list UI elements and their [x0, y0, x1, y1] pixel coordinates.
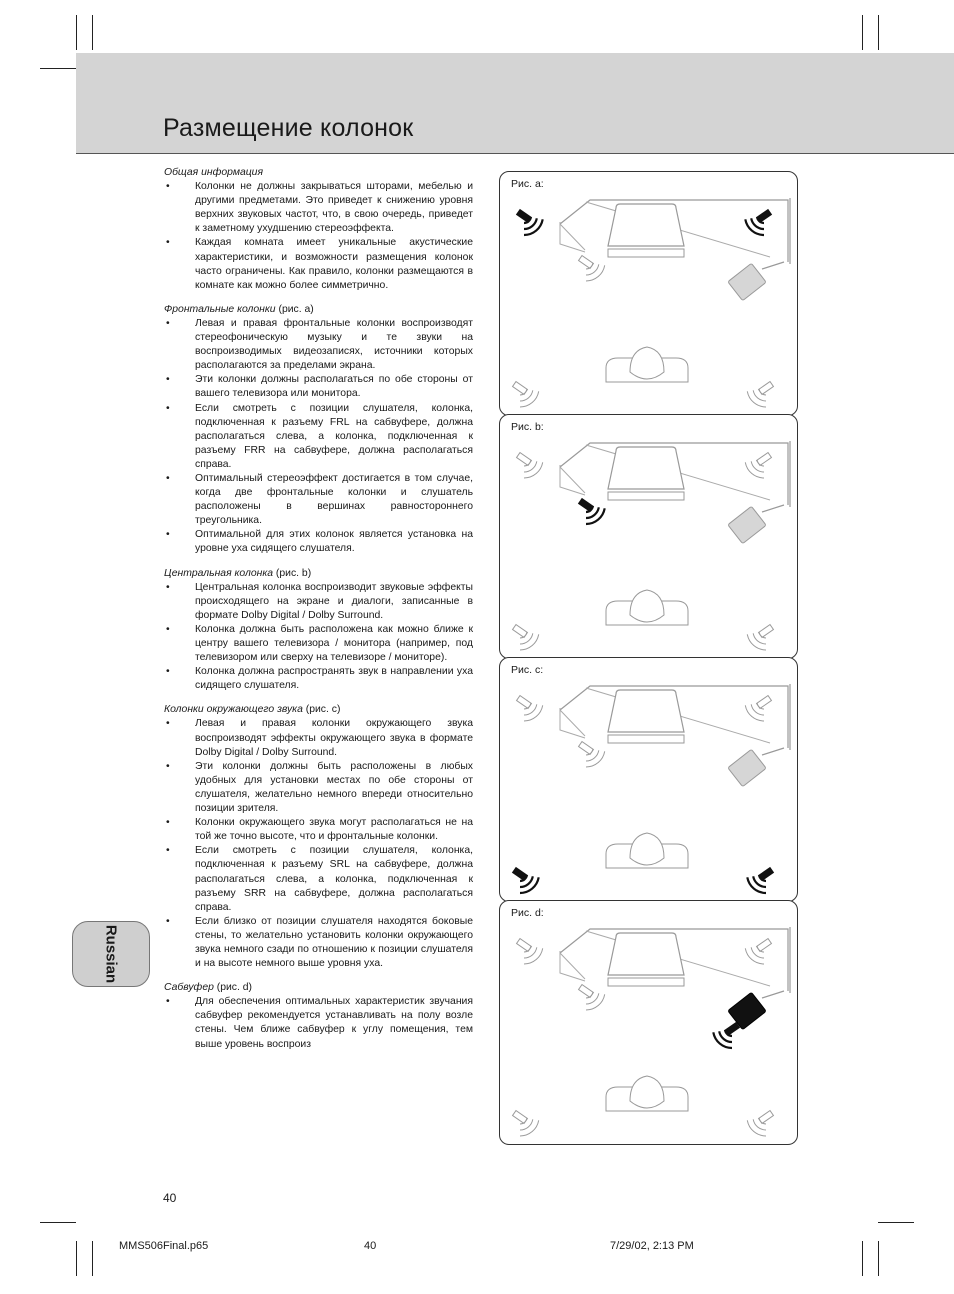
subwoofer-icon: [728, 263, 766, 300]
surround-left-speaker-icon: [513, 625, 539, 650]
section-heading-text: Колонки окружающего звука: [164, 704, 303, 716]
tv-icon: [608, 204, 684, 246]
section-heading: [164, 981, 473, 995]
tv-stand-icon: [608, 978, 684, 986]
text-section: [164, 303, 473, 557]
section-heading: [164, 166, 473, 180]
bullet-list: [164, 995, 473, 1051]
section-heading-text: Сабвуфер: [164, 982, 214, 994]
subwoofer-wave-icon: [713, 1023, 739, 1048]
tv-icon: [608, 933, 684, 975]
bullet-item: • Колонка должна распространять звук в направлении уха сидящего слушателя.: [164, 665, 473, 693]
page-number: 40: [163, 1191, 177, 1205]
crop-mark: [40, 1222, 76, 1223]
surround-right-speaker-icon: [747, 868, 773, 893]
subwoofer-icon: [728, 506, 766, 543]
crop-mark: [878, 1222, 914, 1223]
figure-b: [499, 414, 798, 659]
section-figure-ref: (рис. d): [213, 982, 253, 994]
center-speaker-icon: [579, 742, 605, 767]
bullet-item: • Оптимальной для этих колонок является установка на уровне уха сидящего слушателя.: [164, 528, 473, 556]
text-section: [164, 567, 473, 694]
section-figure-ref: (рис. a): [275, 303, 314, 315]
front-right-speaker-icon: [745, 453, 771, 478]
bullet-item: • Колонки окружающего звука могут располагаться не на той же точно высоте, что и фронтальные колонки.: [164, 816, 473, 844]
tv-icon: [608, 447, 684, 489]
front-right-speaker-icon: [745, 696, 771, 721]
surround-left-speaker-icon: [513, 1111, 539, 1136]
figure-d: [499, 900, 798, 1145]
crop-mark: [878, 15, 879, 50]
figure-label: Рис. c:: [511, 664, 544, 676]
section-heading-text: Центральная колонка: [164, 567, 274, 579]
listener-icon: [630, 590, 664, 622]
crop-mark: [40, 68, 76, 69]
bullet-item: • Для обеспечения оптимальных характеристик звучания сабвуфер рекомендуется устанавливать на полу возле стены. Чем ближе сабвуфер к углу помещения, тем выше уровень воспроиз: [164, 995, 473, 1051]
bullet-item: • Эти колонки должны располагаться по обе стороны от вашего телевизора или монитора.: [164, 373, 473, 401]
text-column: [164, 166, 473, 1052]
center-speaker-icon: [579, 499, 605, 524]
crop-mark: [878, 1241, 879, 1276]
language-tab-label: Russian: [102, 924, 120, 984]
front-left-speaker-icon: [517, 210, 543, 235]
bullet-item: • Каждая комната имеет уникальные акустические характеристики, и возможности размещения колонок часто ограничены. Как правило, колонки размещаются в комнате как можно более симметрично.: [164, 236, 473, 292]
crop-mark: [862, 1241, 863, 1276]
front-left-speaker-icon: [517, 939, 543, 964]
listener-icon: [630, 833, 664, 865]
front-left-speaker-icon: [517, 696, 543, 721]
surround-right-speaker-icon: [747, 1111, 773, 1136]
center-speaker-icon: [579, 985, 605, 1010]
page-title: Размещение колонок: [163, 114, 414, 142]
bullet-item: • Левая и правая фронтальные колонки воспроизводят стереофоническую музыку и те звуки на воспроизводимых видеозаписях, источники которых располагаются за пределами экрана.: [164, 317, 473, 373]
bullet-item: • Если смотреть с позиции слушателя, колонка, подключенная к разъему FRL на сабвуфере, должна располагаться слева, а колонка, подключенная к разъему FRR на сабвуфере, должна располагаться справа.: [164, 402, 473, 472]
section-figure-ref: (рис. c): [302, 704, 341, 716]
bullet-list: [164, 180, 473, 293]
figure-label: Рис. b:: [511, 421, 544, 433]
bullet-item: • Левая и правая колонки окружающего звука воспроизводят эффекты окружающего звука в формате Dolby Digital / Dolby Surround.: [164, 717, 473, 759]
section-heading: [164, 303, 473, 317]
crop-mark: [76, 15, 77, 50]
front-right-speaker-icon: [745, 939, 771, 964]
tv-icon: [608, 690, 684, 732]
room-diagram: [500, 415, 797, 658]
figure-label: Рис. d:: [511, 907, 544, 919]
bullet-item: • Центральная колонка воспроизводит звуковые эффекты происходящего на экране и диалоги, записанные в формате Dolby Digital / Dolby Surround.: [164, 581, 473, 623]
surround-right-speaker-icon: [747, 382, 773, 407]
section-heading-text: Фронтальные колонки: [164, 303, 276, 315]
bullet-item: • Колонка должна быть расположена как можно ближе к центру вашего телевизора / монитора (например, под телевизором или сверху на телевизоре / мониторе).: [164, 623, 473, 665]
footer-date: 7/29/02, 2:13 PM: [610, 1240, 694, 1252]
center-speaker-icon: [579, 256, 605, 281]
footer-page: 40: [364, 1240, 377, 1252]
room-diagram: [500, 172, 797, 415]
front-left-speaker-icon: [517, 453, 543, 478]
figure-label: Рис. a:: [511, 178, 544, 190]
bullet-item: • Эти колонки должны быть расположены в любых удобных для установки местах по обе стороны от слушателя, желательно немного впереди относительно позиции зрителя.: [164, 760, 473, 816]
front-right-speaker-icon: [745, 210, 771, 235]
bullet-list: [164, 717, 473, 971]
listener-icon: [630, 1076, 664, 1108]
bullet-list: [164, 581, 473, 694]
text-section: [164, 166, 473, 293]
text-section: [164, 981, 473, 1051]
surround-right-speaker-icon: [747, 625, 773, 650]
bullet-item: • Колонки не должны закрываться шторами, мебелью и другими предметами. Это приведет к снижению уровня верхних звуковых частот, что, в свою очередь, приведет к заметному ухудшению стереоэффекта.: [164, 180, 473, 236]
section-figure-ref: (рис. b): [273, 567, 312, 579]
bullet-item: • Если близко от позиции слушателя находятся боковые стены, то желательно установить колонки окружающего звука немного сзади по отношению к позиции слушателя и на высоте немного выше уровня уха.: [164, 915, 473, 971]
figure-a: [499, 171, 798, 416]
footer-file: MMS506Final.p65: [119, 1240, 209, 1252]
section-heading: [164, 703, 473, 717]
tv-stand-icon: [608, 249, 684, 257]
crop-mark: [862, 15, 863, 50]
section-heading: [164, 567, 473, 581]
crop-mark: [76, 1241, 77, 1276]
room-diagram: [500, 901, 797, 1144]
listener-icon: [630, 347, 664, 379]
room-diagram: [500, 658, 797, 901]
subwoofer-icon: [728, 749, 766, 786]
surround-left-speaker-icon: [513, 868, 539, 893]
crop-mark: [92, 15, 93, 50]
bullet-item: • Если смотреть с позиции слушателя, колонка, подключенная к разъему SRL на сабвуфере, должна располагаться слева, а колонка, подключенная к разъему SRR на сабвуфере, должна располагаться справа.: [164, 844, 473, 914]
figure-c: [499, 657, 798, 902]
language-tab: [72, 921, 150, 987]
surround-left-speaker-icon: [513, 382, 539, 407]
tv-stand-icon: [608, 735, 684, 743]
tv-stand-icon: [608, 492, 684, 500]
bullet-item: • Оптимальный стереоэффект достигается в том случае, когда две фронтальные колонки и слушатель расположены в вершинах равностороннего треугольника.: [164, 472, 473, 528]
section-heading-text: Общая информация: [164, 167, 264, 178]
bullet-list: [164, 317, 473, 557]
crop-mark: [92, 1241, 93, 1276]
text-section: [164, 703, 473, 971]
